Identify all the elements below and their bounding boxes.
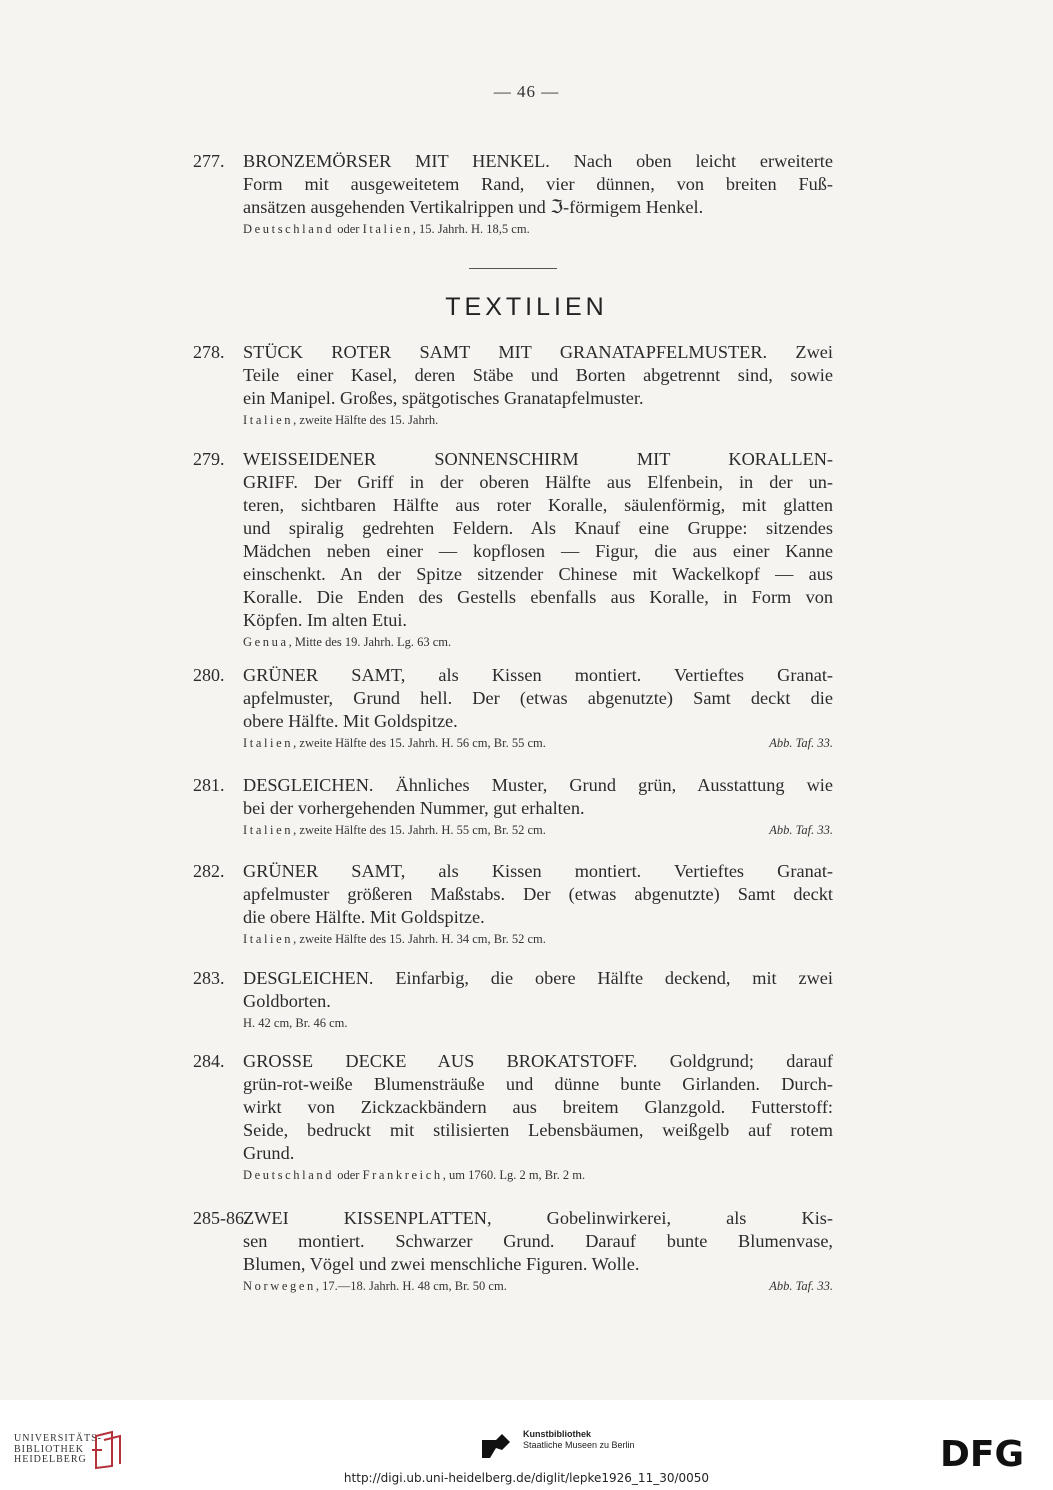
entry-text-line: die obere Hälfte. Mit Goldspitze.: [243, 907, 485, 927]
kunstbibliothek-logo-icon: [480, 1430, 514, 1460]
entry-text-line: WEISSEIDENER SONNENSCHIRM MIT KORALLEN-: [243, 449, 833, 469]
entry-provenance: Deutschland oder Frankreich, um 1760. Lg. 2 m, Br. 2 m.: [243, 1168, 586, 1182]
entry-text-line: bei der vorhergehenden Nummer, gut erhalten.: [243, 798, 585, 818]
entry-number: 281.: [193, 775, 225, 795]
entry-text-line: ansätzen ausgehenden Vertikalrippen und ℑ-förmigem Henkel.: [243, 197, 704, 217]
entry-text-line: Blumen, Vögel und zwei menschliche Figuren. Wolle.: [243, 1254, 640, 1274]
entry-text-line: BRONZEMÖRSER MIT HENKEL. Nach oben leicht erweiterte: [243, 151, 833, 171]
plate-reference: Abb. Taf. 33.: [769, 1279, 833, 1293]
entry-text-line: Teile einer Kasel, deren Stäbe und Borten abgetrennt sind, sowie: [243, 365, 833, 385]
entry-text-line: einschenkt. An der Spitze sitzender Chinese mit Wackelkopf — aus: [243, 564, 833, 584]
entry-number: 285-86.: [193, 1208, 249, 1228]
university-library-name: UNIVERSITÄTS- BIBLIOTHEK HEIDELBERG: [14, 1433, 102, 1465]
plate-reference: Abb. Taf. 33.: [769, 736, 833, 750]
entry-text-line: STÜCK ROTER SAMT MIT GRANATAPFELMUSTER. Zwei: [243, 342, 833, 362]
entry-text-line: obere Hälfte. Mit Goldspitze.: [243, 711, 458, 731]
entry-text-line: DESGLEICHEN. Ähnliches Muster, Grund grün, Ausstattung wie: [243, 775, 833, 795]
entry-text-line: Seide, bedruckt mit stilisierten Lebensbäumen, weißgelb auf rotem: [243, 1120, 833, 1140]
kunstbibliothek-text: Kunstbibliothek Staatliche Museen zu Berlin: [523, 1429, 635, 1450]
footer-bar: [0, 1400, 1053, 1490]
entry-text-line: GRÜNER SAMT, als Kissen montiert. Vertieftes Granat-: [243, 861, 833, 881]
entry-provenance: H. 42 cm, Br. 46 cm.: [243, 1016, 348, 1030]
entry-text-line: Köpfen. Im alten Etui.: [243, 610, 407, 630]
entry-provenance: Italien, zweite Hälfte des 15. Jahrh. H. 56 cm, Br. 55 cm. Abb. Taf. 33.: [243, 733, 833, 753]
entry-number: 280.: [193, 665, 225, 685]
dfg-logo-icon: [940, 1436, 1040, 1470]
entry-provenance: Genua, Mitte des 19. Jahrh. Lg. 63 cm.: [243, 635, 452, 649]
entry-text-line: Goldborten.: [243, 991, 331, 1011]
entry-text-line: ein Manipel. Großes, spätgotisches Granatapfelmuster.: [243, 388, 644, 408]
entry-text-line: GRÜNER SAMT, als Kissen montiert. Vertieftes Granat-: [243, 665, 833, 685]
entry-text-line: teren, sichtbaren Hälfte aus roter Koralle, säulenförmig, mit glatten: [243, 495, 833, 515]
entry-text-line: apfelmuster größeren Maßstabs. Der (etwas abgenutzte) Samt deckt: [243, 884, 833, 904]
entry-text-line: Grund.: [243, 1143, 295, 1163]
page-number: — 46 —: [493, 82, 560, 101]
entry-text-line: Form mit ausgeweitetem Rand, vier dünnen, von breiten Fuß-: [243, 174, 833, 194]
entry-number: 278.: [193, 342, 225, 362]
source-url[interactable]: http://digi.ub.uni-heidelberg.de/diglit/lepke1926_11_30/0050: [343, 1471, 710, 1485]
entry-number: 284.: [193, 1051, 225, 1071]
entry-text-line: grün-rot-weiße Blumensträuße und dünne bunte Girlanden. Durch-: [243, 1074, 833, 1094]
entry-text-line: apfelmuster, Grund hell. Der (etwas abgenutzte) Samt deckt die: [243, 688, 833, 708]
entry-text-line: wirkt von Zickzackbändern aus breitem Glanzgold. Futterstoff:: [243, 1097, 833, 1117]
entry-provenance: Deutschland oder Italien, 15. Jahrh. H. 18,5 cm.: [243, 222, 530, 236]
entry-text-line: DESGLEICHEN. Einfarbig, die obere Hälfte deckend, mit zwei: [243, 968, 833, 988]
entry-provenance: Norwegen, 17.—18. Jahrh. H. 48 cm, Br. 50 cm. Abb. Taf. 33.: [243, 1276, 833, 1296]
entry-text-line: ZWEI KISSENPLATTEN, Gobelinwirkerei, als Kis-: [243, 1208, 833, 1228]
entry-text-line: GROSSE DECKE AUS BROKATSTOFF. Goldgrund; darauf: [243, 1051, 833, 1071]
entry-provenance: Italien, zweite Hälfte des 15. Jahrh. H. 34 cm, Br. 52 cm.: [243, 932, 546, 946]
entry-number: 277.: [193, 151, 225, 171]
section-title: TEXTILIEN: [445, 293, 608, 321]
entry-number: 279.: [193, 449, 225, 469]
svg-text:DFG: DFG: [940, 1436, 1025, 1470]
entry-provenance: Italien, zweite Hälfte des 15. Jahrh.: [243, 413, 439, 427]
entry-text-line: GRIFF. Der Griff in der oberen Hälfte aus Elfenbein, in der un-: [243, 472, 833, 492]
plate-reference: Abb. Taf. 33.: [769, 823, 833, 837]
entry-text-line: Mädchen neben einer — kopflosen — Figur, die aus einer Kanne: [243, 541, 833, 561]
entry-provenance: Italien, zweite Hälfte des 15. Jahrh. H. 55 cm, Br. 52 cm. Abb. Taf. 33.: [243, 820, 833, 840]
entry-number: 282.: [193, 861, 225, 881]
entry-text-line: sen montiert. Schwarzer Grund. Darauf bunte Blumenvase,: [243, 1231, 833, 1251]
entry-text-line: Koralle. Die Enden des Gestells ebenfalls aus Koralle, in Form von: [243, 587, 833, 607]
university-logo-icon: [92, 1430, 126, 1470]
entry-number: 283.: [193, 968, 225, 988]
entry-text-line: und spiralig gedrehten Feldern. Als Knauf eine Gruppe: sitzendes: [243, 518, 833, 538]
section-divider: [469, 268, 557, 269]
